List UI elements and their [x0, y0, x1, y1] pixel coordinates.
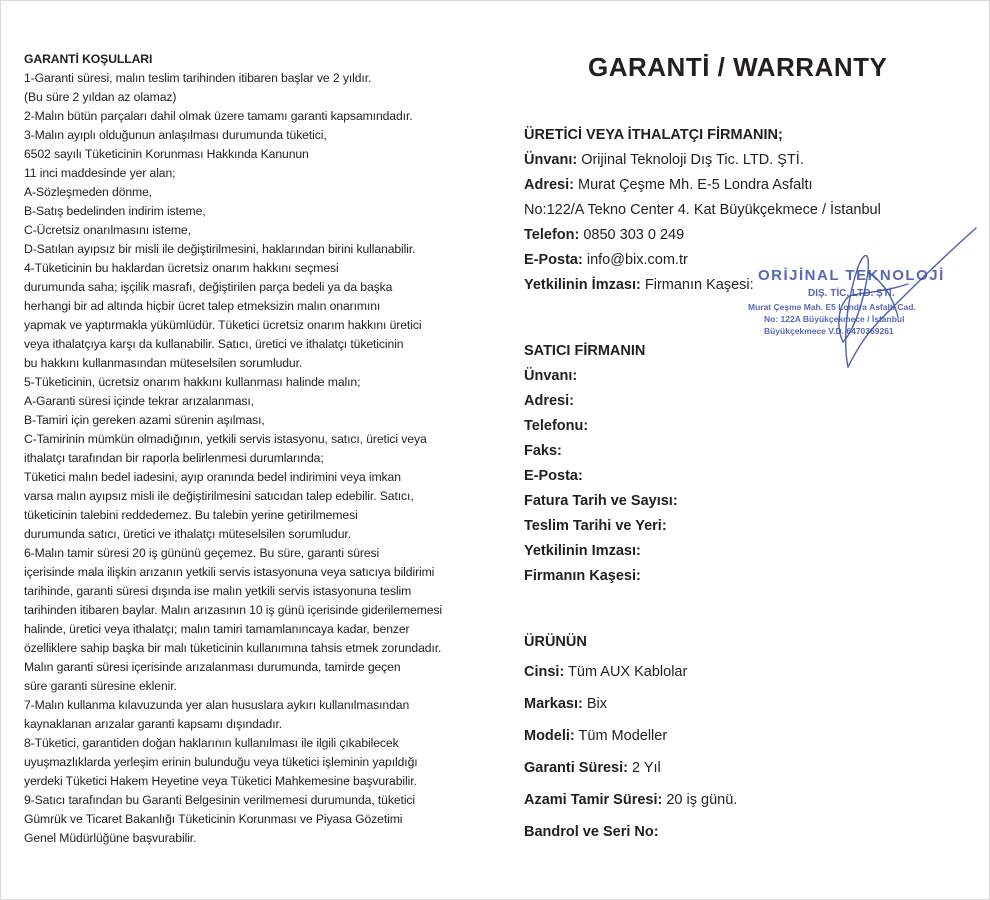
terms-line: kaynaklanan arızalar garanti kapsamı dışındadır.: [24, 717, 283, 731]
terms-line: 11 inci maddesinde yer alan;: [24, 166, 176, 180]
stamp-line-2: DIŞ. TİC. LTD. ŞTİ.: [808, 288, 895, 299]
stamp-line-3: Murat Çeşme Mah. E5 Londra Asfaltı Cad.: [748, 302, 916, 312]
seller-field-row: [524, 564, 964, 589]
manufacturer-field-label: E-Posta:: [524, 252, 583, 268]
terms-line: yerdeki Tüketici Hakem Heyetine veya Tüketici Mahkemesine başvurabilir.: [24, 774, 417, 788]
seller-field-label: Faks:: [524, 443, 562, 459]
manufacturer-heading: ÜRETİCİ VEYA İTHALATÇI FİRMANIN;: [524, 127, 783, 143]
seller-field-row: [524, 414, 964, 439]
terms-line: tüketicinin talebini reddedemez. Bu talebin yerine getirilmemesi: [24, 508, 358, 522]
terms-line: 9-Satıcı tarafından bu Garanti Belgesinin verilmemesi durumunda, tüketici: [24, 793, 416, 807]
manufacturer-field-value: info@bix.com.tr: [582, 252, 688, 268]
terms-line: özelliklere sahip başka bir malı tüketicinin kullanımına tahsis etmek zorundadır.: [24, 641, 442, 655]
terms-line: içerisinde mala ilişkin arızanın yetkili servis istasyonuna veya satıcıya bildirimi: [24, 565, 435, 579]
seller-field-label: Ünvanı:: [524, 368, 578, 384]
product-field-label: Modeli:: [524, 728, 575, 744]
terms-line: 3-Malın ayıplı olduğunun anlaşılması durumunda tüketici,: [24, 128, 327, 142]
terms-line: 4-Tüketicinin bu haklardan ücretsiz onarım hakkını seçmesi: [24, 261, 339, 275]
product-heading: ÜRÜNÜN: [524, 634, 587, 650]
seller-field-row: [524, 439, 964, 464]
product-section: [524, 628, 964, 848]
terms-line: yapmak ve yaptırmakla yükümlüdür. Tüketici ücretsiz onarım hakkını üretici: [24, 318, 422, 332]
terms-line: C-Ücretsiz onarılmasını isteme,: [24, 223, 191, 237]
manufacturer-field-value: No:122/A Tekno Center 4. Kat Büyükçekmece / İstanbul: [524, 202, 881, 218]
terms-line: uyuşmazlıklarda yerleşim erinin bulunduğu veya tüketici işleminin yapıldığı: [24, 755, 418, 769]
terms-line: Malın garanti süresi içerisinde arızalanması durumunda, tamirde geçen: [24, 660, 401, 674]
terms-line: durumunda satıcı, üretici ve ithalatçı müteselsilen sorumludur.: [24, 527, 351, 541]
manufacturer-field-value: 0850 303 0 249: [579, 227, 685, 243]
seller-heading: SATICI FİRMANIN: [524, 343, 646, 359]
manufacturer-field-value: Firmanın Kaşesi:: [640, 277, 754, 293]
terms-line: bu hakkını kullanmasından müteselsilen sorumludur.: [24, 356, 303, 370]
stamp-line-1: ORİJİNAL TEKNOLOJİ: [758, 267, 945, 284]
terms-line: herhangi bir ad altında hiçbir ücret talep etmeksizin malın onarımını: [24, 299, 381, 313]
terms-line: A-Sözleşmeden dönme,: [24, 185, 153, 199]
terms-line: süre garanti süresine eklenir.: [24, 679, 177, 693]
manufacturer-field-label: Yetkilinin İmzası:: [524, 277, 641, 293]
product-field-label: Cinsi:: [524, 664, 565, 680]
product-field-row: [524, 816, 964, 848]
terms-line: 2-Malın bütün parçaları dahil olmak üzere tamamı garanti kapsamındadır.: [24, 109, 413, 123]
manufacturer-field-value: Orijinal Teknoloji Dış Tic. LTD. ŞTİ.: [577, 152, 804, 168]
product-field-row: [524, 752, 964, 784]
terms-line: B-Satış bedelinden indirim isteme,: [24, 204, 206, 218]
manufacturer-field-label: Telefon:: [524, 227, 580, 243]
product-field-label: Bandrol ve Seri No:: [524, 824, 659, 840]
seller-field-label: Firmanın Kaşesi:: [524, 568, 641, 584]
terms-line: varsa malın ayıpsız misli ile değiştirilmesini satıcıdan talep edebilir. Satıcı,: [24, 489, 414, 503]
product-field-label: Markası:: [524, 696, 583, 712]
terms-line: ithalatçı tarafından bir raporla belirlenmesi durumlarında;: [24, 451, 324, 465]
company-stamp-signature: [708, 222, 980, 382]
page-title: GARANTİ / WARRANTY: [588, 52, 888, 82]
manufacturer-field-label: Ünvanı:: [524, 152, 578, 168]
manufacturer-field-label: Adresi:: [524, 177, 574, 193]
manufacturer-field-row: [524, 173, 964, 198]
terms-line: Genel Müdürlüğüne başvurabilir.: [24, 831, 197, 845]
terms-line: durumunda saha; işçilik masrafı, değiştirilen parça bedeli ya da başka: [24, 280, 393, 294]
seller-field-label: E-Posta:: [524, 468, 583, 484]
terms-line: tarihinden itibaren baylar. Malın arızasının 10 iş günü içerisinde giderilememesi: [24, 603, 443, 617]
seller-field-label: Telefonu:: [524, 418, 589, 434]
seller-field-label: Teslim Tarihi ve Yeri:: [524, 518, 667, 534]
terms-heading: GARANTİ KOŞULLARI: [24, 52, 153, 66]
terms-line: tarihinde, garanti süresi dışında ise malın yetkili servis istasyonuna teslim: [24, 584, 412, 598]
terms-line: 7-Malın kullanma kılavuzunda yer alan hususlara aykırı kullanılmasından: [24, 698, 410, 712]
manufacturer-field-row: [524, 148, 964, 173]
terms-line: A-Garanti süresi içinde tekrar arızalanması,: [24, 394, 254, 408]
terms-line: (Bu süre 2 yıldan az olamaz): [24, 90, 177, 104]
terms-line: B-Tamiri için gereken azami sürenin aşılması,: [24, 413, 265, 427]
terms-line: 1-Garanti süresi, malın teslim tarihinden itibaren başlar ve 2 yıldır.: [24, 71, 372, 85]
product-field-value: Tüm Modeller: [574, 728, 668, 744]
product-field-value: 20 iş günü.: [662, 792, 738, 808]
seller-field-label: Yetkilinin Imzası:: [524, 543, 641, 559]
seller-field-row: [524, 514, 964, 539]
seller-field-label: Adresi:: [524, 393, 574, 409]
product-field-row: [524, 688, 964, 720]
terms-body: [24, 69, 474, 848]
terms-line: C-Tamirinin mümkün olmadığının, yetkili servis istasyonu, satıcı, üretici veya: [24, 432, 427, 446]
terms-line: 6502 sayılı Tüketicinin Korunması Hakkında Kanunun: [24, 147, 309, 161]
warranty-terms: [24, 50, 474, 848]
terms-line: 6-Malın tamir süresi 20 iş gününü geçemez. Bu süre, garanti süresi: [24, 546, 380, 560]
manufacturer-field-row: [524, 198, 964, 223]
manufacturer-field-value: Murat Çeşme Mh. E-5 Londra Asfaltı: [573, 177, 813, 193]
terms-line: 5-Tüketicinin, ücretsiz onarım hakkını kullanması halinde malın;: [24, 375, 361, 389]
product-field-row: [524, 656, 964, 688]
product-field-value: Tüm AUX Kablolar: [564, 664, 688, 680]
terms-line: halinde, üretici veya ithalatçı; malın tamiri tamamlanıncaya kadar, benzer: [24, 622, 410, 636]
seller-field-row: [524, 489, 964, 514]
seller-field-label: Fatura Tarih ve Sayısı:: [524, 493, 678, 509]
seller-field-row: [524, 464, 964, 489]
product-field-value: Bix: [582, 696, 608, 712]
product-field-label: Garanti Süresi:: [524, 760, 628, 776]
stamp-line-4: No: 122A Büyükçekmece / İstanbul: [764, 314, 905, 324]
terms-line: 8-Tüketici, garantiden doğan haklarının kullanılması ile ilgili çıkabilecek: [24, 736, 399, 750]
terms-line: Tüketici malın bedel iadesini, ayıp oranında bedel indirimini veya imkan: [24, 470, 401, 484]
terms-line: D-Satılan ayıpsız bir misli ile değiştirilmesini, haklarından birini kullanabilir.: [24, 242, 416, 256]
stamp-line-5: Büyükçekmece V.D. 6470369261: [764, 326, 894, 336]
product-field-label: Azami Tamir Süresi:: [524, 792, 663, 808]
product-field-row: [524, 784, 964, 816]
terms-line: Gümrük ve Ticaret Bakanlığı Tüketicinin Korunması ve Piyasa Gözetimi: [24, 812, 403, 826]
product-field-row: [524, 720, 964, 752]
product-field-value: 2 Yıl: [627, 760, 661, 776]
seller-field-row: [524, 389, 964, 414]
seller-field-row: [524, 539, 964, 564]
terms-line: veya ithalatçıya karşı da kullanabilir. Satıcı, üretici ve ithalatçı tüketicinin: [24, 337, 404, 351]
